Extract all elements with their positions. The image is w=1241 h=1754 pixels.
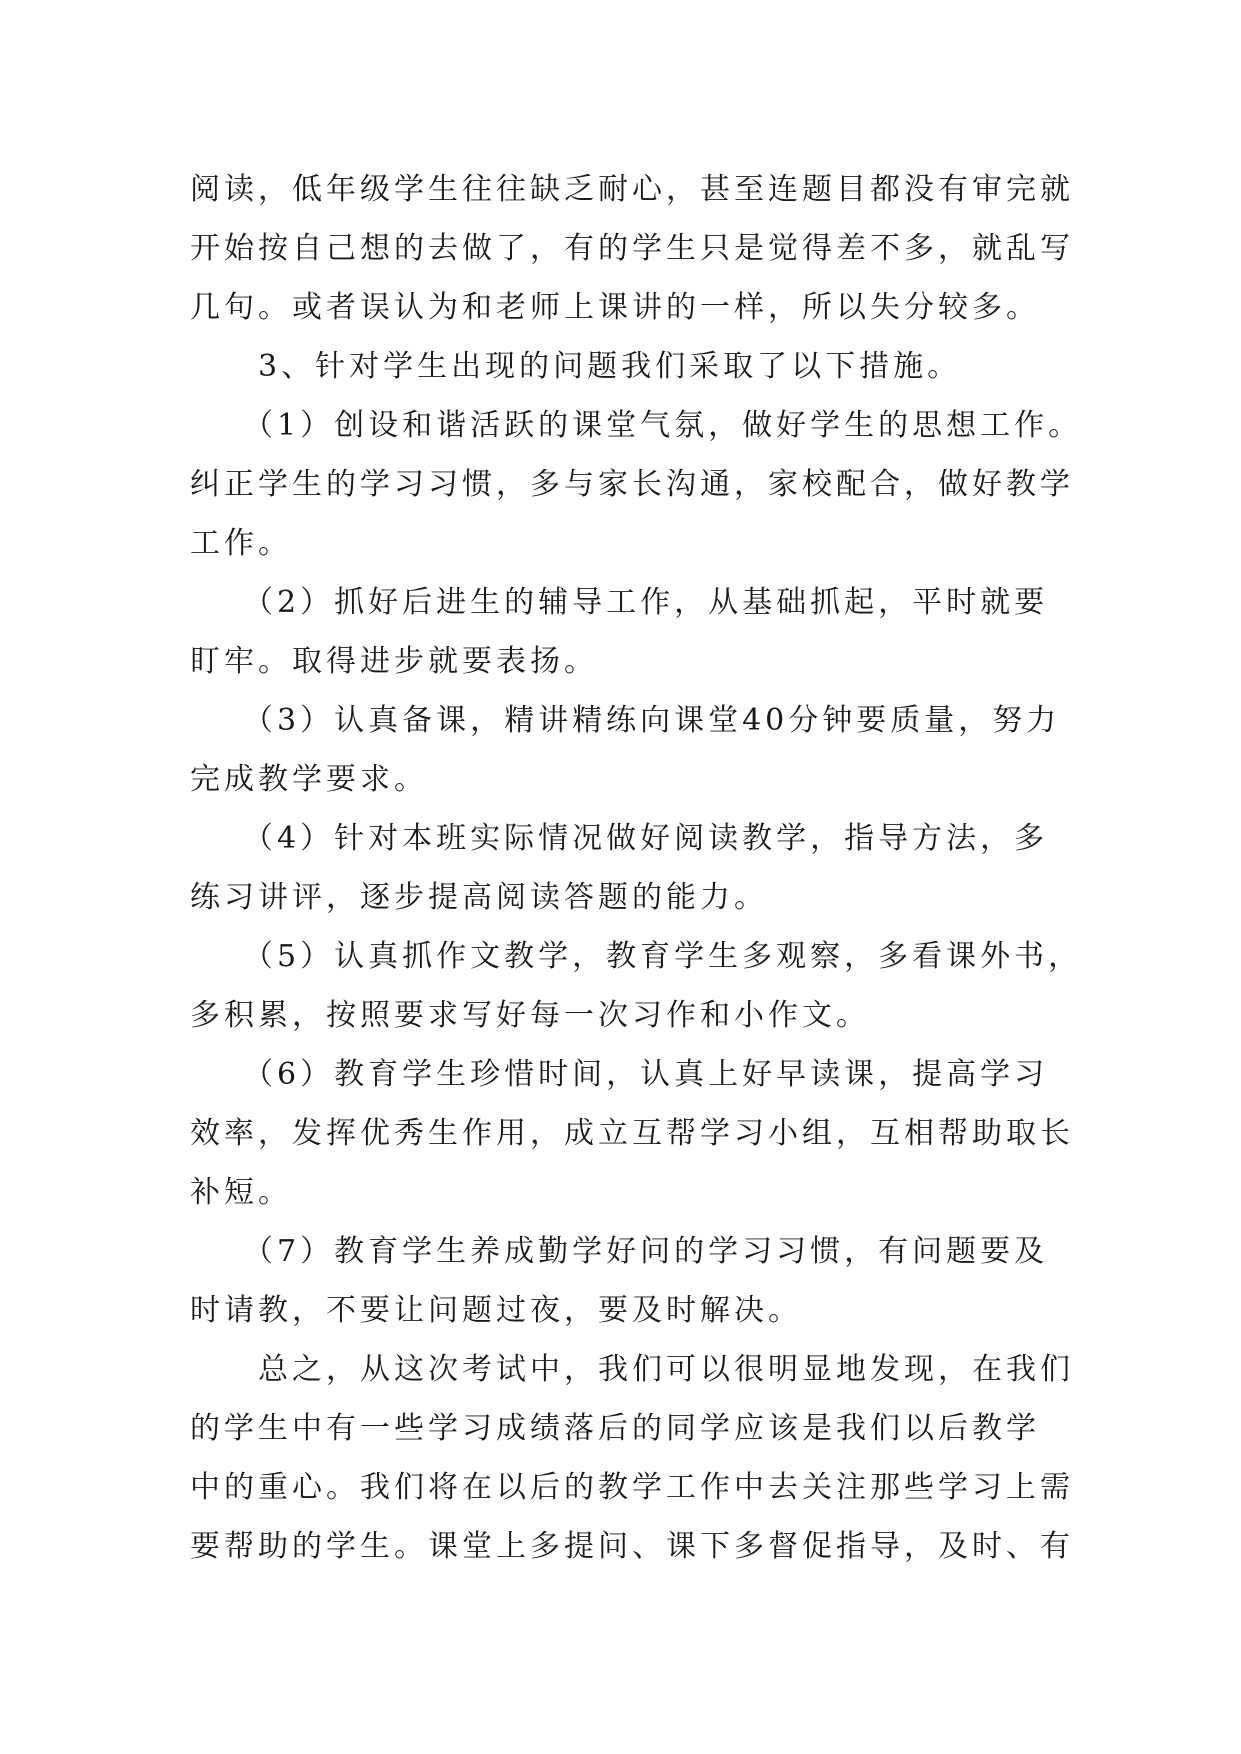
text-line: （1）创设和谐活跃的课堂气氛，做好学生的思想工作。 <box>190 408 1083 443</box>
text-line: （4）针对本班实际情况做好阅读教学，指导方法，多 <box>190 821 1049 856</box>
text-line: （2）抓好后进生的辅导工作，从基础抓起，平时就要 <box>190 585 1049 620</box>
text-line: 练习讲评，逐步提高阅读答题的能力。 <box>190 880 768 915</box>
text-line: （6）教育学生珍惜时间，认真上好早读课，提高学习 <box>190 1057 1049 1092</box>
text-line: 阅读，低年级学生往往缺乏耐心，甚至连题目都没有审完就 <box>190 172 1074 207</box>
text-line: 要帮助的学生。课堂上多提问、课下多督促指导，及时、有 <box>190 1529 1074 1564</box>
text-line: 补短。 <box>190 1175 292 1210</box>
text-line: 时请教，不要让问题过夜，要及时解决。 <box>190 1293 802 1328</box>
text-line: 的学生中有一些学习成绩落后的同学应该是我们以后教学 <box>190 1411 1040 1446</box>
document-body <box>190 160 1083 1576</box>
text-line: （7）教育学生养成勤学好问的学习习惯，有问题要及 <box>190 1234 1049 1269</box>
text-line: （5）认真抓作文教学，教育学生多观察，多看课外书， <box>190 939 1083 974</box>
text-line: 中的重心。我们将在以后的教学工作中去关注那些学习上需 <box>190 1470 1074 1505</box>
text-line: 工作。 <box>190 526 292 561</box>
text-line: 总之，从这次考试中，我们可以很明显地发现，在我们 <box>190 1352 1074 1387</box>
text-line: 几句。或者误认为和老师上课讲的一样，所以失分较多。 <box>190 290 1040 325</box>
text-line: （3）认真备课，精讲精练向课堂40分钟要质量，努力 <box>190 703 1061 738</box>
text-line: 开始按自己想的去做了，有的学生只是觉得差不多，就乱写 <box>190 231 1074 266</box>
text-line: 纠正学生的学习习惯，多与家长沟通，家校配合，做好教学 <box>190 467 1074 502</box>
text-line: 效率，发挥优秀生作用，成立互帮学习小组，互相帮助取长 <box>190 1116 1074 1151</box>
text-line: 完成教学要求。 <box>190 762 428 797</box>
text-line: 盯牢。取得进步就要表扬。 <box>190 644 598 679</box>
text-line: 多积累，按照要求写好每一次习作和小作文。 <box>190 998 870 1033</box>
text-line: 3、针对学生出现的问题我们采取了以下措施。 <box>190 349 962 384</box>
